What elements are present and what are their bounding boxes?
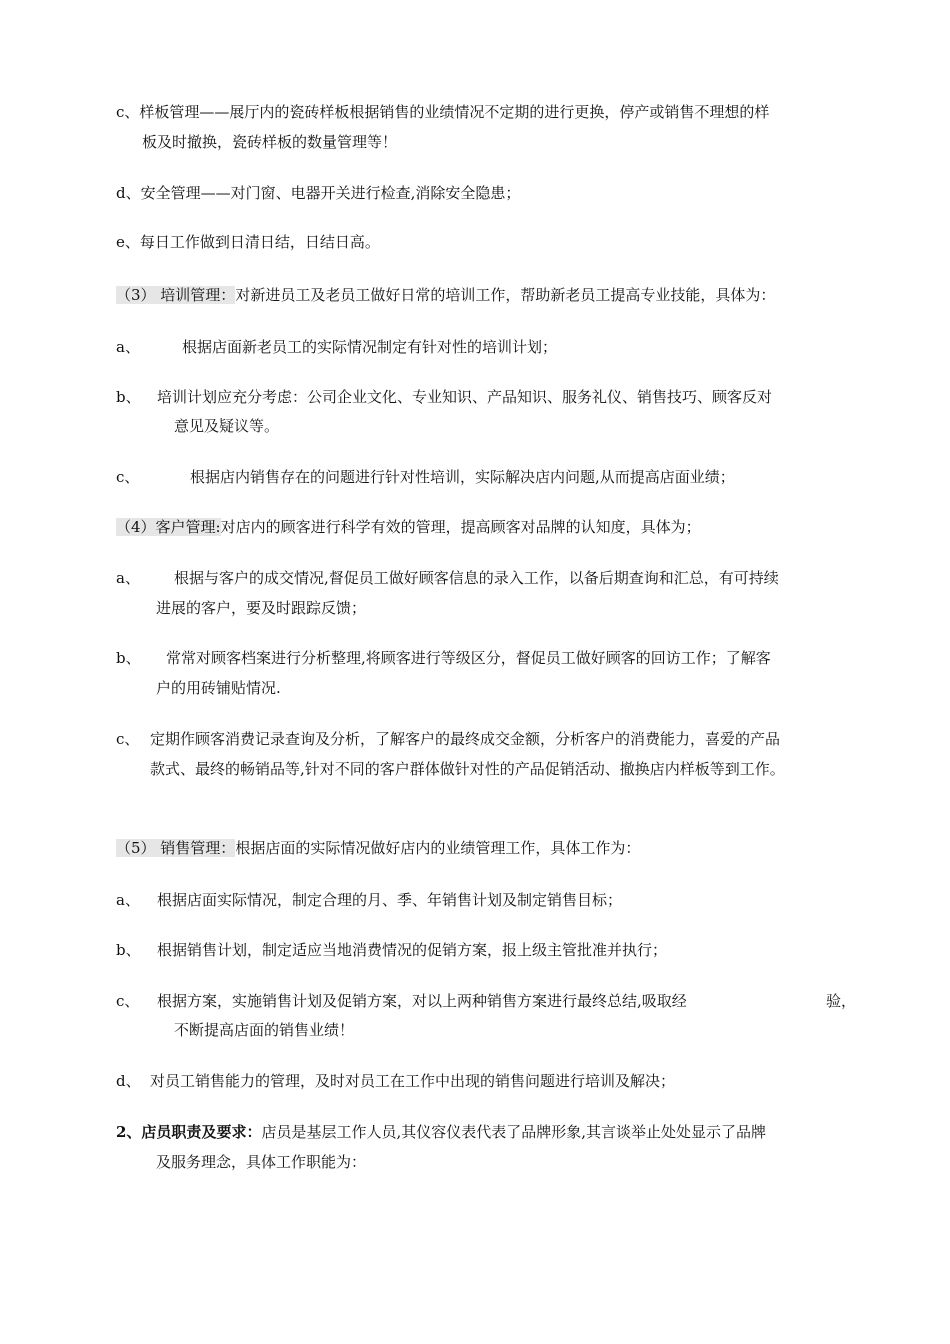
list-marker: c、 <box>116 468 140 486</box>
list-marker: c、 <box>116 103 140 121</box>
list-marker: a、 <box>116 338 140 356</box>
section-heading: （4）客户管理: <box>116 518 221 536</box>
section-text: 店员是基层工作人员,其仪容仪表代表了品牌形象,其言谈举止处处显示了品牌 <box>261 1123 766 1141</box>
list-marker: b、 <box>116 388 141 406</box>
paragraph-text: 定期作顾客消费记录查询及分析，了解客户的最终成交金额，分析客户的消费能力，喜爱的产品 <box>150 730 781 748</box>
section-training-management <box>116 285 775 305</box>
list-marker: d、 <box>116 184 141 202</box>
paragraph-continuation: 及服务理念，具体工作职能为： <box>156 1153 367 1171</box>
section-sales-management <box>116 838 640 858</box>
section-heading: （3） 培训管理： <box>116 286 236 304</box>
section-clerk-duties <box>116 1122 766 1142</box>
paragraph-text: 根据店内销售存在的问题进行针对性培训，实际解决店内问题,从而提高店面业绩； <box>190 468 735 486</box>
list-item-c-sample-management <box>116 102 769 122</box>
list-item-training-c <box>116 467 735 487</box>
paragraph-text: 根据销售计划，制定适应当地消费情况的促销方案，报上级主管批准并执行； <box>157 941 668 959</box>
paragraph-text: 对员工销售能力的管理，及时对员工在工作中出现的销售问题进行培训及解决； <box>150 1072 676 1090</box>
paragraph-text-tail: 验， <box>826 992 857 1010</box>
section-text: 根据店面的实际情况做好店内的业绩管理工作，具体工作为： <box>235 839 641 857</box>
paragraph-text: 根据与客户的成交情况,督促员工做好顾客信息的录入工作，以备后期查询和汇总，有可持续 <box>174 569 779 587</box>
paragraph-continuation: 户的用砖铺贴情况. <box>156 679 281 697</box>
list-item-customer-c <box>116 729 780 749</box>
paragraph-continuation: 进展的客户，要及时跟踪反馈； <box>156 599 367 617</box>
list-item-customer-b <box>116 648 771 668</box>
paragraph-text: 根据方案，实施销售计划及促销方案，对以上两种销售方案进行最终总结,吸取经 <box>157 992 687 1010</box>
list-marker: c、 <box>116 730 140 748</box>
list-item-training-b <box>116 387 772 407</box>
section-customer-management <box>116 517 701 537</box>
paragraph-text: 样板管理——展厅内的瓷砖样板根据销售的业绩情况不定期的进行更换，停产或销售不理想的样 <box>139 103 770 121</box>
list-item-training-a <box>116 337 557 357</box>
paragraph-continuation: 板及时撤换，瓷砖样板的数量管理等！ <box>142 133 398 151</box>
list-marker: b、 <box>116 649 141 667</box>
paragraph-text: 培训计划应充分考虑：公司企业文化、专业知识、产品知识、服务礼仪、销售技巧、顾客反对 <box>157 388 773 406</box>
paragraph-continuation: 意见及疑议等。 <box>174 417 280 435</box>
list-item-sales-a <box>116 890 622 910</box>
list-marker: a、 <box>116 569 140 587</box>
paragraph-text: 安全管理——对门窗、电器开关进行检查,消除安全隐患； <box>140 184 521 202</box>
list-item-customer-a <box>116 568 779 588</box>
section-heading: 2、店员职责及要求： <box>116 1123 262 1141</box>
paragraph-text: 常常对顾客档案进行分析整理,将顾客进行等级区分，督促员工做好顾客的回访工作；了解客 <box>166 649 771 667</box>
paragraph-text: 根据店面实际情况，制定合理的月、季、年销售计划及制定销售目标； <box>157 891 623 909</box>
paragraph-continuation: 不断提高店面的销售业绩！ <box>174 1021 355 1039</box>
section-text: 对店内的顾客进行科学有效的管理，提高顾客对品牌的认知度，具体为； <box>220 518 701 536</box>
list-item-sales-c <box>116 991 687 1011</box>
list-item-e-daily-work <box>116 232 380 252</box>
list-marker: a、 <box>116 891 140 909</box>
paragraph-text: 每日工作做到日清日结，日结日高。 <box>139 233 380 251</box>
section-heading: （5） 销售管理： <box>116 839 236 857</box>
paragraph-text: 根据店面新老员工的实际情况制定有针对性的培训计划； <box>182 338 558 356</box>
paragraph-continuation: 款式、最终的畅销品等,针对不同的客户群体做针对性的产品促销活动、撤换店内样板等到工作。 <box>150 760 785 778</box>
list-marker: e、 <box>116 233 140 251</box>
list-item-d-safety-management <box>116 183 520 203</box>
list-marker: d、 <box>116 1072 141 1090</box>
list-marker: c、 <box>116 992 140 1010</box>
section-text: 对新进员工及老员工做好日常的培训工作，帮助新老员工提高专业技能，具体为： <box>235 286 776 304</box>
list-marker: b、 <box>116 941 141 959</box>
list-item-sales-b <box>116 940 667 960</box>
list-item-sales-d <box>116 1071 675 1091</box>
